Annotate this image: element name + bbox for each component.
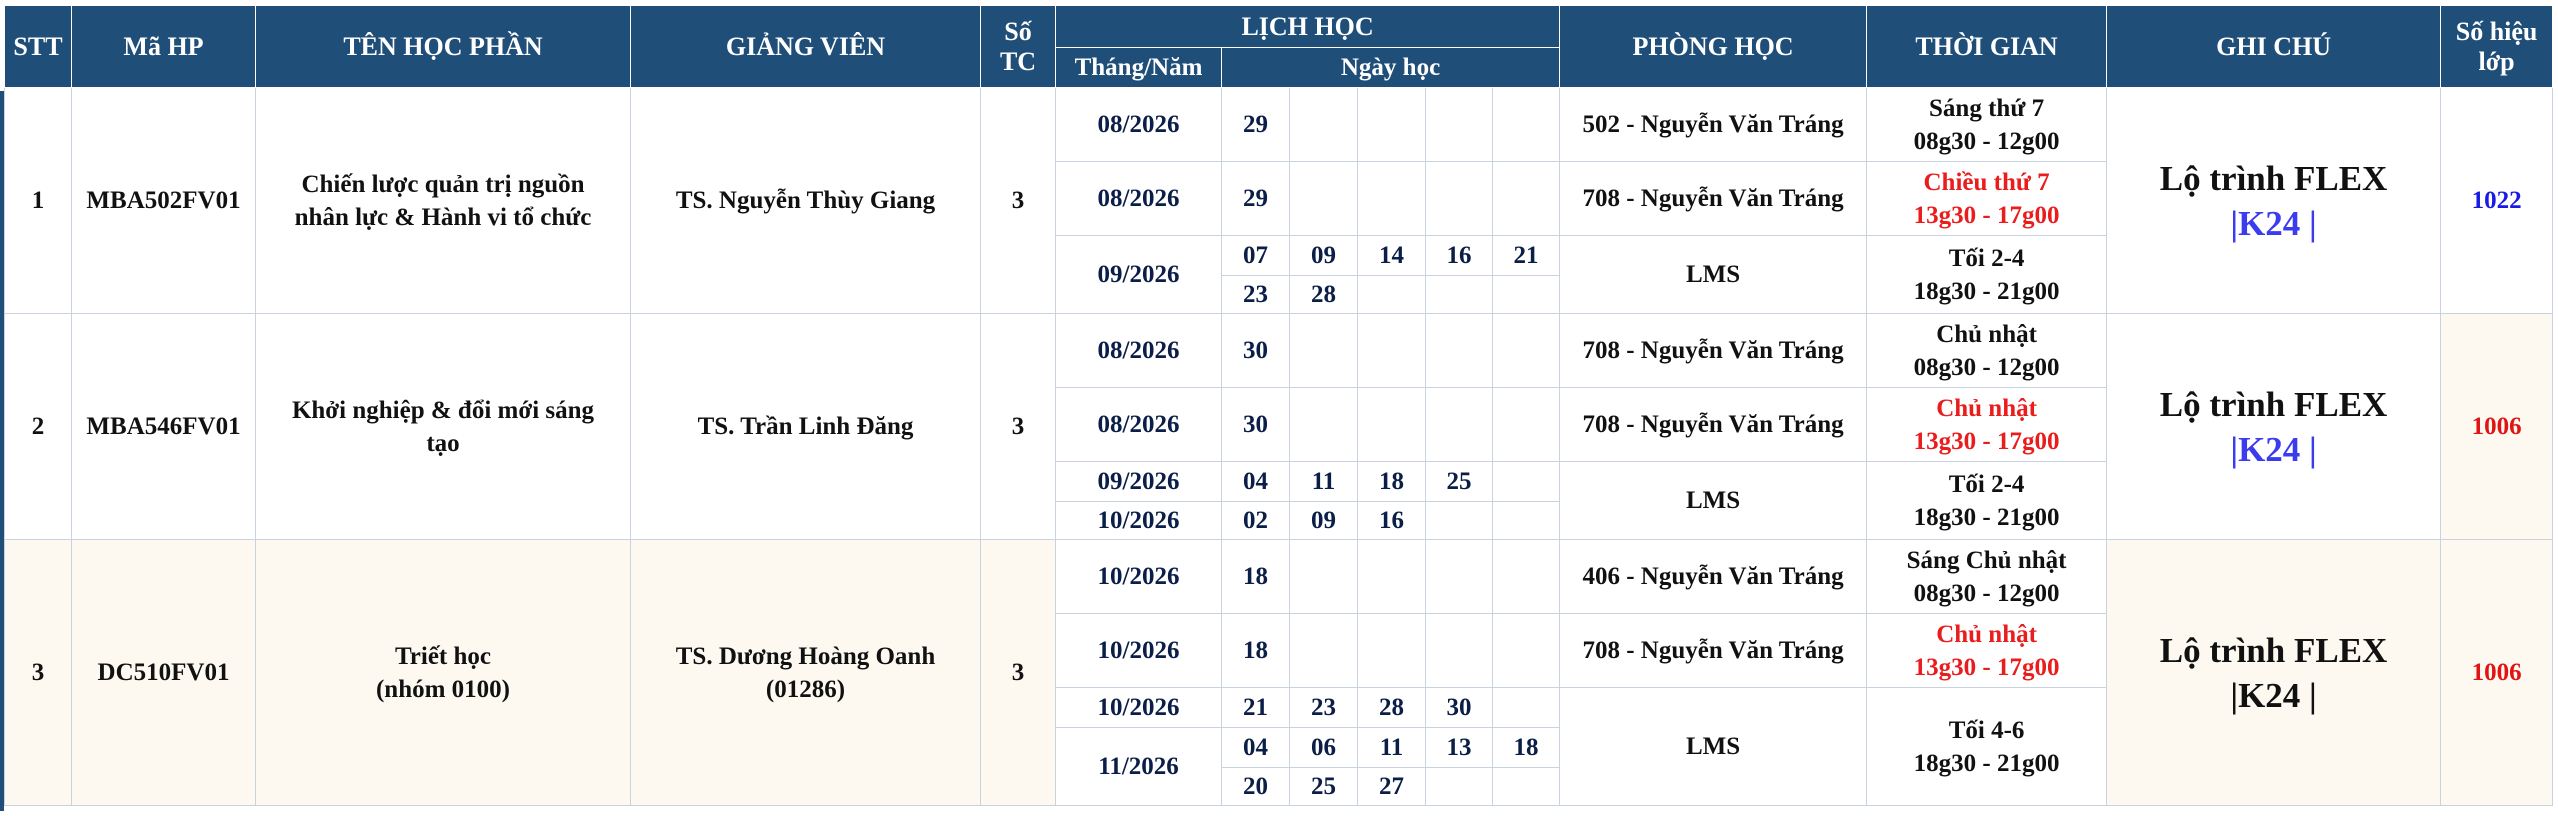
- session-room: 502 - Nguyễn Văn Tráng: [1560, 88, 1867, 162]
- session-day: 20: [1222, 768, 1290, 806]
- session-day: 23: [1290, 688, 1358, 728]
- course-giang-vien: TS. Nguyễn Thùy Giang: [631, 88, 981, 314]
- session-time: [1867, 162, 2107, 236]
- course-giang-vien-line2: (01286): [765, 675, 846, 703]
- session-day: [1426, 502, 1493, 540]
- header-stt: STT: [5, 6, 72, 88]
- session-room: LMS: [1560, 236, 1867, 314]
- session-day: 14: [1358, 236, 1426, 276]
- session-day: [1493, 388, 1560, 462]
- course-ghi-chu: [2107, 540, 2441, 806]
- session-time-range: 08g30 - 12g00: [1913, 127, 2060, 155]
- session-day: [1493, 162, 1560, 236]
- note-cohort: |K24 |: [2230, 675, 2317, 715]
- session-month: 08/2026: [1056, 162, 1222, 236]
- session-time-label: Sáng thứ 7: [1929, 94, 2045, 122]
- session-time: [1867, 614, 2107, 688]
- session-day: 04: [1222, 728, 1290, 768]
- course-ten-line1: Triết học: [394, 642, 492, 670]
- session-day: 21: [1493, 236, 1560, 276]
- session-room: 708 - Nguyễn Văn Tráng: [1560, 162, 1867, 236]
- session-day: [1493, 502, 1560, 540]
- session-time-range: 08g30 - 12g00: [1913, 579, 2060, 607]
- session-time-label: Tối 2-4: [1948, 244, 2025, 272]
- session-day: [1493, 614, 1560, 688]
- session-day: [1358, 540, 1426, 614]
- session-day: [1493, 88, 1560, 162]
- session-day: [1493, 688, 1560, 728]
- session-day: [1290, 162, 1358, 236]
- session-day: [1358, 276, 1426, 314]
- session-day: 07: [1222, 236, 1290, 276]
- header-thoi-gian: THỜI GIAN: [1867, 6, 2107, 88]
- course-ten-line2: nhân lực & Hành vi tổ chức: [294, 203, 592, 231]
- session-day: 18: [1493, 728, 1560, 768]
- session-day: 04: [1222, 462, 1290, 502]
- session-day: 30: [1222, 314, 1290, 388]
- session-month: 09/2026: [1056, 236, 1222, 314]
- session-room: LMS: [1560, 688, 1867, 806]
- session-month: 08/2026: [1056, 314, 1222, 388]
- header-ten-hoc-phan: TÊN HỌC PHẦN: [256, 6, 631, 88]
- session-day: [1290, 614, 1358, 688]
- session-day: 28: [1358, 688, 1426, 728]
- session-day: [1358, 388, 1426, 462]
- session-time-label: Tối 4-6: [1948, 716, 2025, 744]
- session-day: [1290, 540, 1358, 614]
- session-day: 27: [1358, 768, 1426, 806]
- session-day: 18: [1222, 614, 1290, 688]
- session-time: [1867, 688, 2107, 806]
- session-time: [1867, 88, 2107, 162]
- course-so-tc: 3: [981, 540, 1056, 806]
- session-day: 23: [1222, 276, 1290, 314]
- course-so-tc: 3: [981, 314, 1056, 540]
- session-day: 25: [1290, 768, 1358, 806]
- session-day: 16: [1358, 502, 1426, 540]
- session-time-label: Chủ nhật: [1936, 620, 2037, 648]
- session-time-label: Tối 2-4: [1948, 470, 2025, 498]
- session-month: 10/2026: [1056, 688, 1222, 728]
- note-flex: Lộ trình FLEX: [2159, 384, 2388, 424]
- session-day: [1493, 314, 1560, 388]
- course-ma-hp: MBA502FV01: [72, 88, 256, 314]
- header-so-tc-line1: Số: [1004, 16, 1032, 46]
- session-day: [1426, 314, 1493, 388]
- session-room: 708 - Nguyễn Văn Tráng: [1560, 314, 1867, 388]
- session-day: 29: [1222, 162, 1290, 236]
- session-day: [1426, 276, 1493, 314]
- session-time-range: 18g30 - 21g00: [1913, 749, 2060, 777]
- session-day: [1290, 388, 1358, 462]
- session-day: 11: [1290, 462, 1358, 502]
- course-stt: 1: [5, 88, 72, 314]
- course-ghi-chu: [2107, 314, 2441, 540]
- session-month: 08/2026: [1056, 88, 1222, 162]
- note-flex: Lộ trình FLEX: [2159, 630, 2388, 670]
- header-thang-nam: Tháng/Năm: [1056, 48, 1222, 88]
- session-day: 09: [1290, 236, 1358, 276]
- session-time-range: 13g30 - 17g00: [1913, 653, 2060, 681]
- header-so-hieu-lop: [2441, 6, 2553, 88]
- note-cohort: |K24 |: [2230, 203, 2317, 243]
- session-day: 21: [1222, 688, 1290, 728]
- header-ma-hp: Mã HP: [72, 6, 256, 88]
- session-day: 28: [1290, 276, 1358, 314]
- session-time: [1867, 388, 2107, 462]
- schedule-table: [4, 5, 2553, 806]
- session-day: 30: [1426, 688, 1493, 728]
- course-so-hieu-lop: 1006: [2441, 314, 2553, 540]
- session-day: [1493, 768, 1560, 806]
- session-day: [1358, 162, 1426, 236]
- header-giang-vien: GIẢNG VIÊN: [631, 6, 981, 88]
- course-giang-vien: [631, 540, 981, 806]
- course-so-hieu-lop: 1006: [2441, 540, 2553, 806]
- course-ma-hp: DC510FV01: [72, 540, 256, 806]
- course-so-tc: 3: [981, 88, 1056, 314]
- session-day: 11: [1358, 728, 1426, 768]
- session-day: [1358, 614, 1426, 688]
- course-ma-hp: MBA546FV01: [72, 314, 256, 540]
- session-room: 708 - Nguyễn Văn Tráng: [1560, 388, 1867, 462]
- session-day: 18: [1358, 462, 1426, 502]
- session-day: 29: [1222, 88, 1290, 162]
- session-day: [1426, 162, 1493, 236]
- session-time-range: 18g30 - 21g00: [1913, 277, 2060, 305]
- course-ten-hoc-phan: [256, 88, 631, 314]
- session-month: 10/2026: [1056, 614, 1222, 688]
- session-time-range: 18g30 - 21g00: [1913, 503, 2060, 531]
- session-time-range: 13g30 - 17g00: [1913, 427, 2060, 455]
- course-ten-hoc-phan: [256, 540, 631, 806]
- header-so-hieu-line2: lớp: [2478, 46, 2515, 76]
- session-month: 10/2026: [1056, 540, 1222, 614]
- header-so-tc-line2: TC: [999, 46, 1037, 76]
- header-phong-hoc: PHÒNG HỌC: [1560, 6, 1867, 88]
- session-time-label: Chiều thứ 7: [1923, 168, 2050, 196]
- session-day: 18: [1222, 540, 1290, 614]
- session-day: [1426, 388, 1493, 462]
- session-day: [1290, 314, 1358, 388]
- session-day: [1290, 88, 1358, 162]
- session-time: [1867, 236, 2107, 314]
- session-day: 02: [1222, 502, 1290, 540]
- session-day: 16: [1426, 236, 1493, 276]
- course-stt: 3: [5, 540, 72, 806]
- course-ten-line1: Khởi nghiệp & đổi mới sáng: [291, 396, 595, 424]
- header-lich-hoc: LỊCH HỌC: [1056, 6, 1560, 48]
- schedule-sheet: [4, 5, 2552, 806]
- session-room: LMS: [1560, 462, 1867, 540]
- session-month: 08/2026: [1056, 388, 1222, 462]
- course-ten-line2: (nhóm 0100): [375, 675, 511, 703]
- course-giang-vien: TS. Trần Linh Đăng: [631, 314, 981, 540]
- course-stt: 2: [5, 314, 72, 540]
- session-day: 13: [1426, 728, 1493, 768]
- session-day: [1493, 276, 1560, 314]
- session-month: 09/2026: [1056, 462, 1222, 502]
- header-so-hieu-line1: Số hiệu: [2455, 16, 2538, 46]
- session-day: [1493, 462, 1560, 502]
- session-day: 09: [1290, 502, 1358, 540]
- session-time-range: 13g30 - 17g00: [1913, 201, 2060, 229]
- course-ghi-chu: [2107, 88, 2441, 314]
- course-ten-line1: Chiến lược quản trị nguồn: [301, 170, 585, 198]
- session-day: [1426, 614, 1493, 688]
- course-ten-hoc-phan: [256, 314, 631, 540]
- course-so-hieu-lop: 1022: [2441, 88, 2553, 314]
- course-ten-line2: tạo: [426, 429, 460, 457]
- note-flex: Lộ trình FLEX: [2159, 158, 2388, 198]
- session-time: [1867, 462, 2107, 540]
- session-time: [1867, 314, 2107, 388]
- session-day: 06: [1290, 728, 1358, 768]
- session-time-range: 08g30 - 12g00: [1913, 353, 2060, 381]
- session-time-label: Chủ nhật: [1936, 320, 2037, 348]
- session-day: [1426, 540, 1493, 614]
- session-month: 10/2026: [1056, 502, 1222, 540]
- session-room: 708 - Nguyễn Văn Tráng: [1560, 614, 1867, 688]
- course-giang-vien-line1: TS. Dương Hoàng Oanh: [675, 642, 936, 670]
- session-month: 11/2026: [1056, 728, 1222, 806]
- session-day: [1358, 314, 1426, 388]
- session-day: 30: [1222, 388, 1290, 462]
- session-day: 25: [1426, 462, 1493, 502]
- session-day: [1426, 768, 1493, 806]
- session-day: [1426, 88, 1493, 162]
- session-time-label: Sáng Chủ nhật: [1906, 546, 2067, 574]
- session-day: [1493, 540, 1560, 614]
- header-so-tc: [981, 6, 1056, 88]
- session-time-label: Chủ nhật: [1936, 394, 2037, 422]
- header-ghi-chu: GHI CHÚ: [2107, 6, 2441, 88]
- session-time: [1867, 540, 2107, 614]
- session-day: [1358, 88, 1426, 162]
- session-room: 406 - Nguyễn Văn Tráng: [1560, 540, 1867, 614]
- header-ngay-hoc: Ngày học: [1222, 48, 1560, 88]
- note-cohort: |K24 |: [2230, 429, 2317, 469]
